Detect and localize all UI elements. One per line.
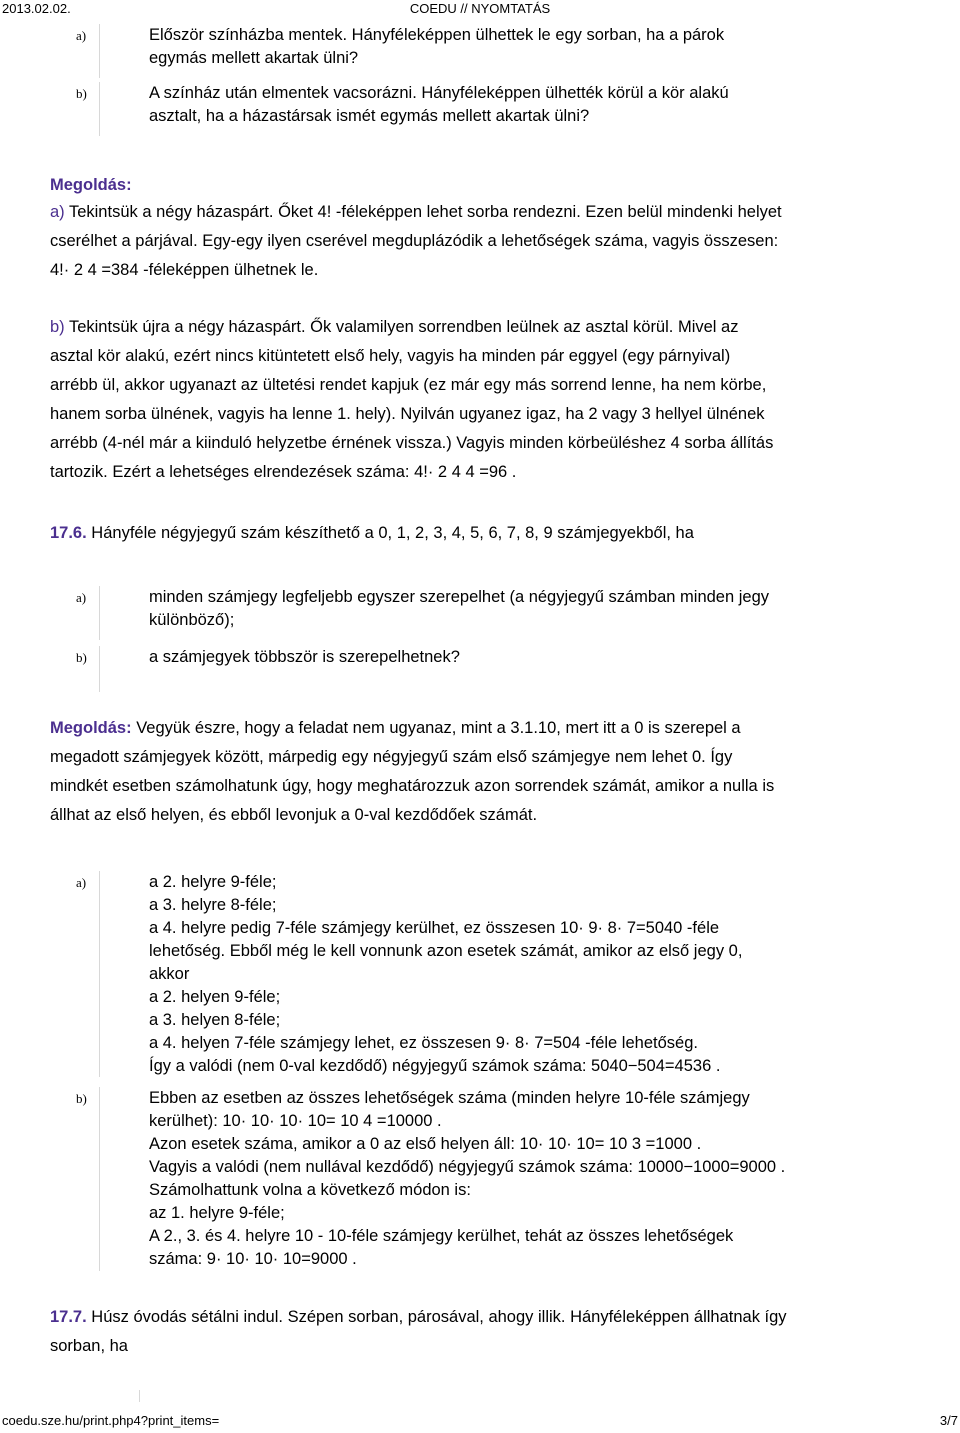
item-marker: a) <box>50 24 100 78</box>
solution-b-line: arrébb (4-nél már a kiinduló helyzetbe érnének vissza.) Vagyis minden körbeüléshez 4 sorba állítás <box>50 434 774 452</box>
item-text: minden számjegy legfeljebb egyszer szerepelhet (a négyjegyű számban minden jegy különböző); <box>149 588 770 629</box>
list-item <box>50 586 910 640</box>
item-text: a 2. helyre 9-féle; a 3. helyre 8-féle; a 4. helyre pedig 7-féle számjegy kerülhet, ez összesen 10· 9· 8· 7=5040 -féle lehetőség. Ebből még le kell vonnunk azon esetek számát, amikor az első jegy 0, akkor a 2. helyen 9-féle; a 3. helyen 8-féle; a 4. helyen 7-féle számjegy lehet, ez összesen 9· 8· 7=504 -féle lehetőség. Így a valódi (nem 0-val kezdődő) négyjegyű számok száma: 5040−504=4536 . <box>149 873 743 1075</box>
item-text: a számjegyek többször is szerepelhetnek? <box>149 648 460 666</box>
list-item <box>50 24 910 78</box>
list-item <box>50 1087 910 1271</box>
task-17-7-line: sorban, ha <box>50 1337 128 1355</box>
list-separator <box>139 1390 140 1402</box>
solution-heading: Megoldás: <box>50 176 132 194</box>
item-text: Először színházba mentek. Hányféleképpen ülhettek le egy sorban, ha a párok egymás mellett akartak ülni? <box>149 26 725 67</box>
task-list <box>50 586 910 692</box>
task-17-6: 17.6. Hányféle négyjegyű szám készíthető a 0, 1, 2, 3, 4, 5, 6, 7, 8, 9 számjegyekből, ha <box>50 524 694 542</box>
list-item <box>50 871 910 1077</box>
solution-b-line: tartozik. Ezért a lehetséges elrendezések száma: 4!· 2 4 4 =96 . <box>50 463 517 481</box>
item-marker: a) <box>50 586 100 640</box>
question-list <box>50 24 910 136</box>
item-marker: a) <box>50 871 100 1077</box>
solution-b-line: hanem sorba ülnének, vagyis ha lenne 1. hely). Nyilván ugyanez igaz, ha 2 vagy 3 hellyel ülnének <box>50 405 765 423</box>
solution-a-line: 4!· 2 4 =384 -féleképpen ülhetnek le. <box>50 261 319 279</box>
solution-2-line: mindkét esetben számolhatunk úgy, hogy meghatározzuk azon sorrendek számát, amikor a nulla is <box>50 777 775 795</box>
solution-2-line: állhat az első helyen, és ebből levonjuk a 0-val kezdődőek számát. <box>50 806 538 824</box>
answer-list <box>50 871 910 1271</box>
print-title: COEDU // NYOMTATÁS <box>409 1 551 16</box>
item-marker: b) <box>50 1087 100 1271</box>
item-text: Ebben az esetben az összes lehetőségek száma (minden helyre 10-féle számjegy kerülhet): 10· 10· 10· 10= 10 4 =10000 . Azon esetek száma, amikor a 0 az első helyen áll: 10· 10· 10= 10 3 =1000 . Vagyis a valódi (nem nullával kezdődő) négyjegyű számok száma: 10000−1000=9000 . Számolhattunk volna a következő módon is: az 1. helyre 9-féle; A 2., 3. és 4. helyre 10 - 10-féle számjegy kerülhet, tehát az összes lehetőségek száma: 9· 10· 10· 10=9000 . <box>149 1089 786 1268</box>
print-date: 2013.02.02. <box>2 1 71 16</box>
solution-b-line: b) Tekintsük újra a négy házaspárt. Ők valamilyen sorrendben leülnek az asztal körül. Mivel az <box>50 318 739 336</box>
print-url: coedu.sze.hu/print.php4?print_items= <box>2 1413 220 1428</box>
solution-b-line: arrébb ül, akkor ugyanazt az ültetési rendet kapjuk (ez már egy más sorrend lenne, ha nem körbe, <box>50 376 767 394</box>
solution-b-line: asztal kör alakú, ezért nincs kitüntetett első hely, vagyis ha minden pár eggyel (egy párnyival) <box>50 347 731 365</box>
page-number: 3/7 <box>939 1413 958 1428</box>
solution-a-line: a) Tekintsük a négy házaspárt. Őket 4! -féleképpen lehet sorba rendezni. Ezen belül mindenki helyet <box>50 203 782 221</box>
item-marker: b) <box>50 646 100 692</box>
item-marker: b) <box>50 82 100 136</box>
list-item <box>50 646 910 692</box>
solution-2-line: Megoldás: Vegyük észre, hogy a feladat nem ugyanaz, mint a 3.1.10, mert itt a 0 is szerepel a <box>50 719 741 737</box>
item-text: A színház után elmentek vacsorázni. Hányféleképpen ülhették körül a kör alakú asztalt, ha a házastársak ismét egymás mellett akartak ülni? <box>149 84 729 125</box>
solution-a-line: cserélhet a párjával. Egy-egy ilyen cserével megduplázódik a lehetőségek száma, vagyis összesen: <box>50 232 779 250</box>
list-item <box>50 82 910 136</box>
task-17-7: 17.7. Húsz óvodás sétálni indul. Szépen sorban, párosával, ahogy illik. Hányféleképpen állhatnak így <box>50 1308 787 1326</box>
solution-2-line: megadott számjegyek között, márpedig egy négyjegyű szám első számjegye nem lehet 0. Így <box>50 748 733 766</box>
